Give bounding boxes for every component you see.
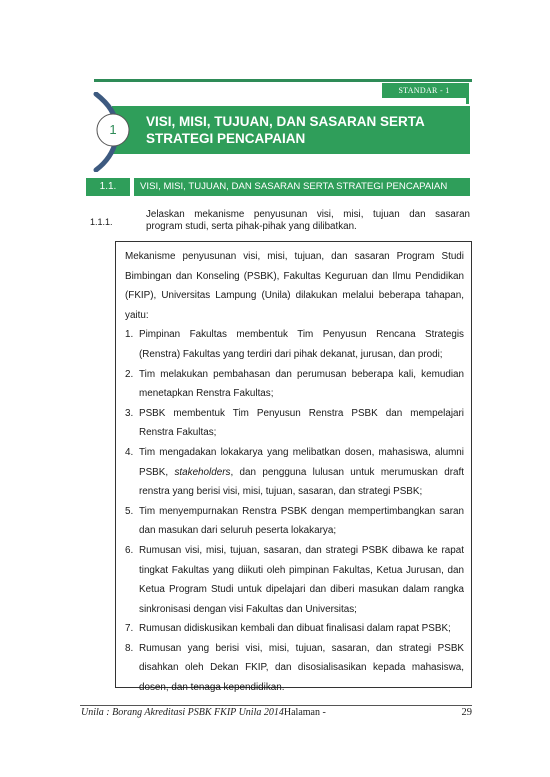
chapter-number: 1 [109, 122, 117, 137]
section-title: VISI, MISI, TUJUAN, DAN SASARAN SERTA STRATEGI PENCAPAIAN [134, 178, 470, 196]
list-item [125, 619, 464, 639]
steps-list [125, 325, 464, 697]
list-item [125, 639, 464, 698]
footer-document-name: Unila : Borang Akreditasi PSBK FKIP Unila 2014 [81, 707, 284, 718]
step-text: Rumusan yang berisi visi, misi, tujuan, sasaran, dan strategi PSBK disahkan oleh Dekan FKIP, dan disosialisasikan kepada mahasiswa, dosen, dan tenaga kependidikan. [139, 642, 464, 694]
chapter-title-banner [112, 106, 470, 154]
list-item [125, 365, 464, 404]
standar-label: STANDAR - 1 [382, 83, 466, 98]
section-number: 1.1. [86, 178, 130, 196]
question-text [146, 209, 470, 233]
step-number: 7. [125, 623, 134, 635]
step-text-before: Tim mengadakan lokakarya yang melibatkan dosen, mahasiswa, alumni PSBK, [139, 446, 464, 478]
step-number: 8. [125, 642, 134, 654]
step-text: Tim menyempurnakan Renstra PSBK dengan mempertimbangkan saran dan masukan dari seluruh peserta lokakarya; [139, 505, 464, 537]
list-item [125, 404, 464, 443]
step-text: Tim melakukan pembahasan dan perumusan beberapa kali, kemudian menetapkan Renstra Fakultas; [139, 368, 464, 400]
list-item [125, 443, 464, 502]
step-text: Rumusan visi, misi, tujuan, sasaran, dan strategi PSBK dibawa ke rapat tingkat Fakultas yang diikuti oleh pimpinan Fakultas, Ketua Jurusan, dan Ketua Program Studi untuk dipelajari dan diberi masukan dalam rangka sinkronisasi dengan visi Fakultas dan Universitas; [139, 544, 464, 615]
standar-tab-edge [466, 83, 469, 104]
footer-text [81, 707, 326, 718]
step-number: 3. [125, 407, 134, 419]
footer-rule [80, 705, 472, 706]
list-item [125, 502, 464, 541]
step-number: 6. [125, 544, 134, 556]
step-number: 5. [125, 505, 134, 517]
chapter-title [146, 113, 464, 147]
footer-page-label: Halaman - [283, 707, 326, 718]
question-number: 1.1.1. [90, 217, 113, 227]
step-number: 4. [125, 446, 134, 458]
step-text: Pimpinan Fakultas membentuk Tim Penyusun Rencana Strategis (Renstra) Fakultas yang terdiri dari pihak dekanat, jurusan, dan prodi; [139, 329, 464, 360]
list-item [125, 325, 464, 364]
list-item [125, 541, 464, 619]
step-number: 2. [125, 368, 134, 380]
question-line1: Jelaskan mekanisme penyusunan visi, misi, tujuan dan sasaran [146, 209, 470, 220]
chapter-title-line2: STRATEGI PENCAPAIAN [146, 131, 306, 146]
step-text-after: , dan pengguna lulusan untuk merumuskan draft renstra yang berisi visi, misi, tujuan, sasaran, dan strategi PSBK; [139, 466, 464, 498]
page-number: 29 [461, 707, 472, 718]
chapter-title-line1: VISI, MISI, TUJUAN, DAN SASARAN SERTA [146, 114, 425, 129]
question-line2: program studi, serta pihak-pihak yang dilibatkan. [146, 221, 357, 232]
answer-intro: Mekanisme penyusunan visi, misi, tujuan, dan sasaran Program Studi Bimbingan dan Konseling (PSBK), Fakultas Keguruan dan Ilmu Pendidikan (FKIP), Universitas Lampung (Unila) dilakukan melalui beberapa tahapan, yaitu: [125, 251, 464, 321]
step-text: PSBK membentuk Tim Penyusun Renstra PSBK dan mempelajari Renstra Fakultas; [139, 407, 464, 439]
header-rule [94, 79, 472, 82]
step-number: 1. [125, 329, 134, 341]
step-text-italic: stakeholders [174, 466, 231, 478]
answer-box [115, 241, 472, 694]
step-text: Rumusan didiskusikan kembali dan dibuat finalisasi dalam rapat PSBK; [139, 623, 451, 635]
